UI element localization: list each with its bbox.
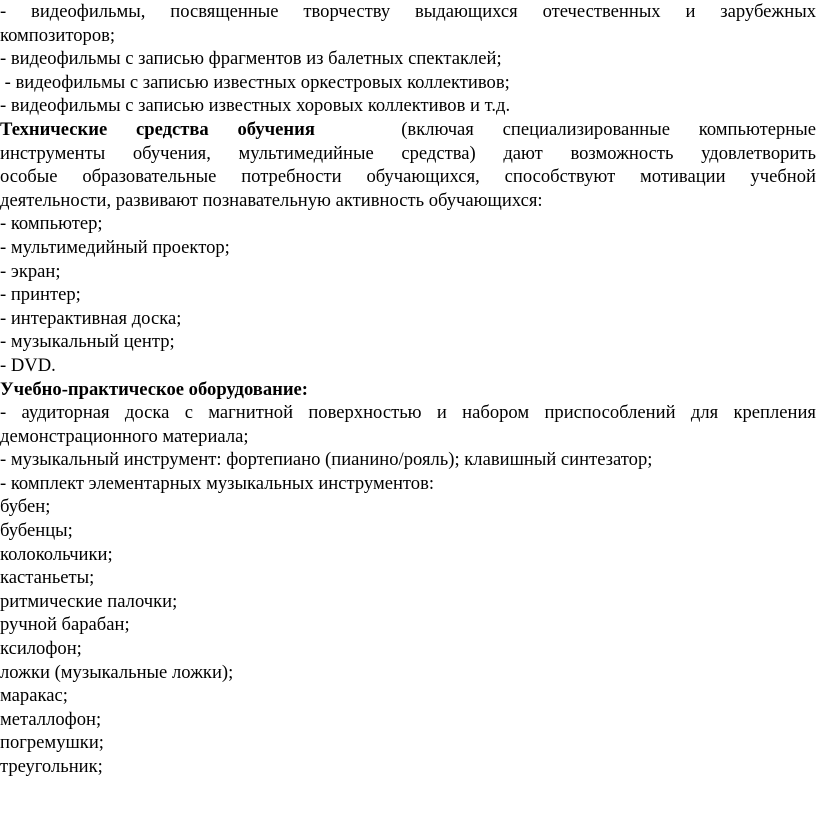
technical-paragraph-line-1: [0, 118, 816, 142]
kit-item: колокольчики;: [0, 543, 113, 565]
technical-heading: Технические средства обучения: [0, 118, 315, 140]
kit-item: кастаньеты;: [0, 567, 95, 589]
practical-heading: Учебно-практическое оборудование:: [0, 378, 308, 400]
technical-item: - музыкальный центр;: [0, 331, 175, 353]
practical-board-line-2: демонстрационного материала;: [0, 425, 249, 447]
practical-kit: - комплект элементарных музыкальных инструментов:: [0, 472, 435, 494]
kit-item: ложки (музыкальные ложки);: [0, 661, 234, 683]
kit-item: ксилофон;: [0, 638, 82, 660]
technical-item: - мультимедийный проектор;: [0, 236, 230, 258]
technical-item: - интерактивная доска;: [0, 307, 182, 329]
kit-item: бубен;: [0, 496, 51, 518]
intro-item-3: - видеофильмы с записью известных оркестровых коллективов;: [0, 71, 510, 93]
technical-item: - компьютер;: [0, 213, 103, 235]
intro-item-2: - видеофильмы с записью фрагментов из балетных спектаклей;: [0, 48, 502, 70]
intro-item-1-line-1: - видеофильмы, посвященные творчеству выдающихся отечественных и зарубежных: [0, 1, 816, 22]
technical-item: - DVD.: [0, 354, 56, 376]
technical-line-1-rest: (включая специализированные компьютерные: [401, 118, 816, 140]
intro-item-4: - видеофильмы с записью известных хоровых коллективов и т.д.: [0, 95, 511, 117]
kit-item: ручной барабан;: [0, 614, 130, 636]
technical-item: - экран;: [0, 260, 61, 282]
technical-paragraph-line-3: особые образовательные потребности обучающихся, способствуют мотивации учебной: [0, 166, 816, 188]
practical-instrument: - музыкальный инструмент: фортепиано (пианино/рояль); клавишный синтезатор;: [0, 449, 653, 471]
kit-item: погремушки;: [0, 732, 104, 754]
kit-item: треугольник;: [0, 756, 103, 777]
kit-item: ритмические палочки;: [0, 590, 178, 612]
kit-item: маракас;: [0, 685, 68, 707]
kit-item: бубенцы;: [0, 520, 73, 542]
intro-item-1-line-2: композиторов;: [0, 24, 116, 46]
kit-item: металлофон;: [0, 708, 102, 730]
practical-board-line-1: - аудиторная доска с магнитной поверхностью и набором приспособлений для крепления: [0, 402, 816, 424]
technical-paragraph-line-2: инструменты обучения, мультимедийные средства) дают возможность удовлетворить: [0, 142, 816, 164]
technical-item: - принтер;: [0, 284, 81, 306]
technical-paragraph-line-4: деятельности, развивают познавательную активность обучающихся:: [0, 189, 543, 211]
